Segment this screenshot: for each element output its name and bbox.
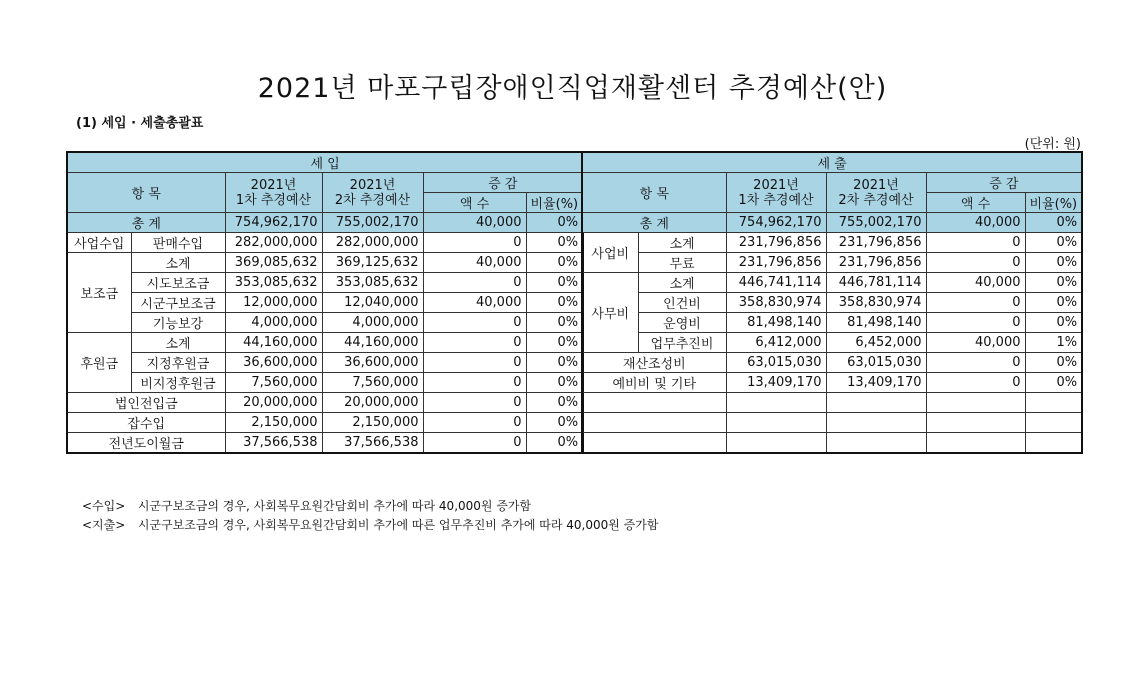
cell-amount: 0 <box>423 433 526 454</box>
expense-change-header: 증 감 <box>926 173 1082 193</box>
expense-total-label: 총 계 <box>582 213 726 233</box>
table-row <box>582 273 1082 293</box>
row-label: 잡수입 <box>67 413 225 433</box>
cell-amount: 40,000 <box>926 273 1025 293</box>
cell-v1: 81,498,140 <box>726 313 826 333</box>
table-row <box>67 393 583 413</box>
row-label: 운영비 <box>638 313 726 333</box>
row-label: 시군구보조금 <box>131 293 225 313</box>
cell-v2: 6,452,000 <box>826 333 926 353</box>
cell-amount: 0 <box>926 373 1025 393</box>
cell-v1: 369,085,632 <box>225 253 322 273</box>
section-subtitle: (1) 세입 · 세출총괄표 <box>76 116 204 131</box>
income-first-label: 1차 추경예산 <box>235 192 312 208</box>
cell-v2: 13,409,170 <box>826 373 926 393</box>
income-note <box>82 497 531 514</box>
cell-v2: 231,796,856 <box>826 233 926 253</box>
cell-v2: 36,600,000 <box>322 353 423 373</box>
cell-v2: 369,125,632 <box>322 253 423 273</box>
income-section-header: 세 입 <box>67 152 583 173</box>
cell-ratio: 0% <box>526 413 583 433</box>
cell-v2: 353,085,632 <box>322 273 423 293</box>
income-change-header: 증 감 <box>423 173 583 193</box>
income-note-label: <수입> <box>82 499 126 513</box>
cell-v2: 7,560,000 <box>322 373 423 393</box>
cell-ratio: 1% <box>1025 333 1082 353</box>
cell-v1: 12,000,000 <box>225 293 322 313</box>
cell-v2: 81,498,140 <box>826 313 926 333</box>
income-total-v2: 755,002,170 <box>322 213 423 233</box>
row-label: 비지정후원금 <box>131 373 225 393</box>
row-label: 재산조성비 <box>582 353 726 373</box>
cell-v2: 282,000,000 <box>322 233 423 253</box>
cell-v1: 36,600,000 <box>225 353 322 373</box>
row-label: 인건비 <box>638 293 726 313</box>
row-label: 판매수입 <box>131 233 225 253</box>
cell-ratio: 0% <box>526 273 583 293</box>
cell-v2: 4,000,000 <box>322 313 423 333</box>
row-label: 전년도이월금 <box>67 433 225 454</box>
table-row <box>67 273 583 293</box>
table-row <box>582 313 1082 333</box>
cell-ratio: 0% <box>526 433 583 454</box>
cell-v1: 13,409,170 <box>726 373 826 393</box>
income-total-label: 총 계 <box>67 213 225 233</box>
cell-ratio: 0% <box>1025 313 1082 333</box>
expense-table <box>581 151 1083 454</box>
expense-second-label: 2차 추경예산 <box>838 192 914 208</box>
cell-ratio: 0% <box>1025 293 1082 313</box>
cell-amount: 0 <box>423 273 526 293</box>
cell-amount: 0 <box>423 333 526 353</box>
table-row <box>67 413 583 433</box>
income-second-year: 2021년 <box>349 177 396 193</box>
income-total-amount: 40,000 <box>423 213 526 233</box>
cell-ratio: 0% <box>526 373 583 393</box>
cell-ratio: 0% <box>1025 233 1082 253</box>
cell-ratio: 0% <box>526 393 583 413</box>
row-label: 예비비 및 기타 <box>582 373 726 393</box>
empty-row <box>582 393 1082 413</box>
cell-amount: 0 <box>423 233 526 253</box>
cell-ratio: 0% <box>1025 273 1082 293</box>
cell-v1: 358,830,974 <box>726 293 826 313</box>
expense-total-v1: 754,962,170 <box>726 213 826 233</box>
table-row <box>582 353 1082 373</box>
cell-v1: 37,566,538 <box>225 433 322 454</box>
income-table <box>66 151 584 454</box>
empty-row <box>582 433 1082 454</box>
row-label: 무료 <box>638 253 726 273</box>
table-row <box>582 373 1082 393</box>
cell-v1: 4,000,000 <box>225 313 322 333</box>
cell-v1: 44,160,000 <box>225 333 322 353</box>
income-amount-header: 액 수 <box>423 193 526 213</box>
expense-second-budget-header <box>826 173 926 213</box>
expense-ratio-header: 비율(%) <box>1025 193 1082 213</box>
cell-ratio: 0% <box>1025 373 1082 393</box>
cell-amount: 0 <box>423 413 526 433</box>
expense-first-budget-header <box>726 173 826 213</box>
expense-section-header: 세 출 <box>582 152 1082 173</box>
income-first-year: 2021년 <box>250 177 297 193</box>
table-row <box>582 233 1082 253</box>
cell-amount: 0 <box>926 353 1025 373</box>
expense-first-year: 2021년 <box>753 177 799 193</box>
expense-total-amount: 40,000 <box>926 213 1025 233</box>
cell-v2: 358,830,974 <box>826 293 926 313</box>
cell-v2: 231,796,856 <box>826 253 926 273</box>
table-row <box>582 253 1082 273</box>
unit-label: (단위: 원) <box>1024 137 1081 152</box>
expense-first-label: 1차 추경예산 <box>738 192 814 208</box>
expense-item-header: 항 목 <box>582 173 726 213</box>
cell-ratio: 0% <box>1025 353 1082 373</box>
income-group-business: 사업수입 <box>67 233 131 253</box>
cell-v1: 231,796,856 <box>726 233 826 253</box>
table-row <box>582 293 1082 313</box>
income-total-ratio: 0% <box>526 213 583 233</box>
row-label: 지정후원금 <box>131 353 225 373</box>
row-label: 소계 <box>638 273 726 293</box>
cell-amount: 0 <box>926 293 1025 313</box>
cell-v1: 7,560,000 <box>225 373 322 393</box>
cell-v1: 20,000,000 <box>225 393 322 413</box>
cell-v2: 37,566,538 <box>322 433 423 454</box>
expense-second-year: 2021년 <box>853 177 899 193</box>
table-row <box>67 433 583 454</box>
cell-v2: 2,150,000 <box>322 413 423 433</box>
table-row <box>67 373 583 393</box>
empty-row <box>582 413 1082 433</box>
expense-group-office: 사무비 <box>582 273 638 353</box>
cell-ratio: 0% <box>526 333 583 353</box>
cell-v2: 63,015,030 <box>826 353 926 373</box>
cell-amount: 0 <box>423 313 526 333</box>
row-label: 소계 <box>638 233 726 253</box>
table-row <box>67 233 583 253</box>
cell-amount: 40,000 <box>423 253 526 273</box>
row-label: 시도보조금 <box>131 273 225 293</box>
table-row <box>67 253 583 273</box>
cell-ratio: 0% <box>1025 253 1082 273</box>
table-row <box>582 333 1082 353</box>
income-group-subsidy: 보조금 <box>67 253 131 333</box>
expense-note-text: 시군구보조금의 경우, 사회복무요원간담회비 추가에 따른 업무추진비 추가에 따라 40,000원 증가함 <box>137 518 659 532</box>
income-ratio-header: 비율(%) <box>526 193 583 213</box>
income-group-donation: 후원금 <box>67 333 131 393</box>
expense-amount-header: 액 수 <box>926 193 1025 213</box>
cell-v1: 353,085,632 <box>225 273 322 293</box>
row-label: 법인전입금 <box>67 393 225 413</box>
cell-v2: 446,781,114 <box>826 273 926 293</box>
cell-v1: 63,015,030 <box>726 353 826 373</box>
cell-v1: 446,741,114 <box>726 273 826 293</box>
cell-ratio: 0% <box>526 253 583 273</box>
expense-total-row <box>582 213 1082 233</box>
row-label: 소계 <box>131 253 225 273</box>
cell-amount: 0 <box>926 253 1025 273</box>
cell-v1: 231,796,856 <box>726 253 826 273</box>
income-second-budget-header <box>322 173 423 213</box>
income-note-text: 시군구보조금의 경우, 사회복무요원간담회비 추가에 따라 40,000원 증가함 <box>137 499 532 513</box>
expense-note <box>82 516 658 533</box>
table-row <box>67 313 583 333</box>
cell-amount: 0 <box>926 233 1025 253</box>
cell-ratio: 0% <box>526 233 583 253</box>
income-total-row <box>67 213 583 233</box>
income-total-v1: 754,962,170 <box>225 213 322 233</box>
cell-v1: 282,000,000 <box>225 233 322 253</box>
income-first-budget-header <box>225 173 322 213</box>
page-title: 2021년 마포구립장애인직업재활센터 추경예산(안) <box>257 73 888 104</box>
income-item-header: 항 목 <box>67 173 225 213</box>
expense-note-label: <지출> <box>82 518 126 532</box>
cell-amount: 40,000 <box>926 333 1025 353</box>
cell-ratio: 0% <box>526 293 583 313</box>
cell-amount: 40,000 <box>423 293 526 313</box>
cell-ratio: 0% <box>526 313 583 333</box>
cell-amount: 0 <box>926 313 1025 333</box>
row-label: 업무추진비 <box>638 333 726 353</box>
cell-v1: 2,150,000 <box>225 413 322 433</box>
row-label: 소계 <box>131 333 225 353</box>
expense-total-v2: 755,002,170 <box>826 213 926 233</box>
cell-v2: 44,160,000 <box>322 333 423 353</box>
expense-total-ratio: 0% <box>1025 213 1082 233</box>
cell-amount: 0 <box>423 373 526 393</box>
cell-ratio: 0% <box>526 353 583 373</box>
row-label: 기능보강 <box>131 313 225 333</box>
expense-group-project: 사업비 <box>582 233 638 273</box>
cell-amount: 0 <box>423 353 526 373</box>
cell-v2: 12,040,000 <box>322 293 423 313</box>
cell-v1: 6,412,000 <box>726 333 826 353</box>
cell-amount: 0 <box>423 393 526 413</box>
table-row <box>67 293 583 313</box>
income-second-label: 2차 추경예산 <box>334 192 411 208</box>
table-row <box>67 353 583 373</box>
table-row <box>67 333 583 353</box>
cell-v2: 20,000,000 <box>322 393 423 413</box>
